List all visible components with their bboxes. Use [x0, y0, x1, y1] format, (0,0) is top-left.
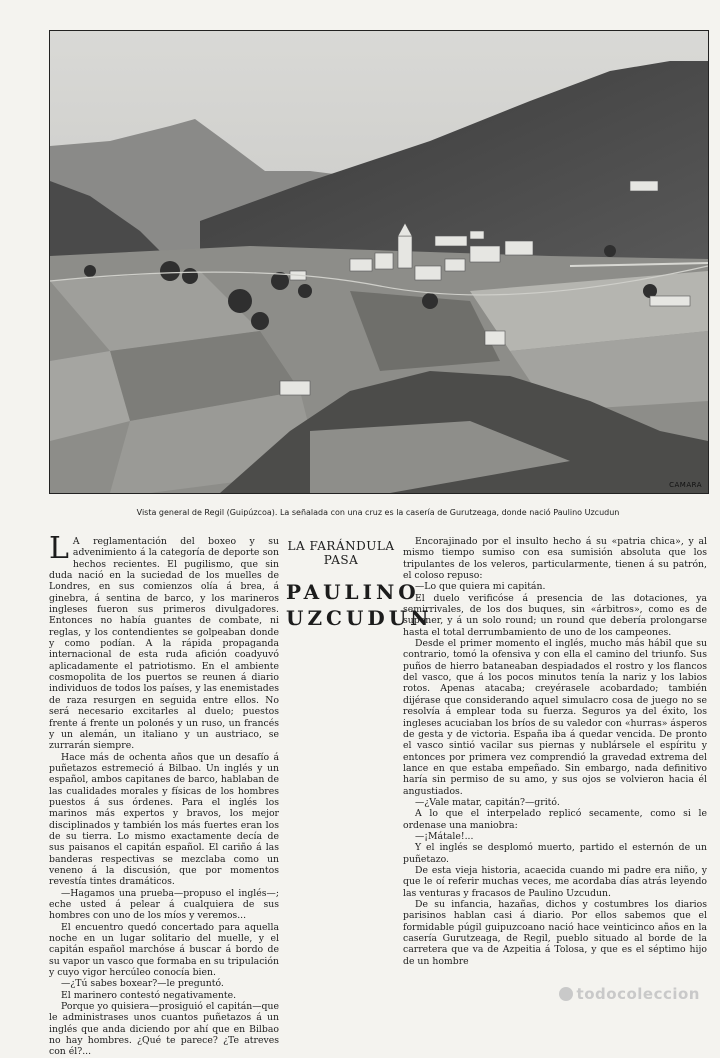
- article-headline: [286, 579, 433, 631]
- paragraph: —¿Tú sabes boxear?—le preguntó.: [61, 978, 224, 990]
- headline-line: PAULINO: [286, 580, 420, 604]
- landscape-photo: [49, 30, 709, 494]
- paragraph: Porque yo quisiera—prosiguió el capitán—que le administrases unos cuantos puñetazos á un inglés que anda diciendo por ahí que en Bilbao no hay hombres. ¿Qué te parece? ¿Te atreves con él?...: [49, 1001, 279, 1058]
- paragraph: El duelo verificóse á presencia de las dotaciones, ya semirrivales, de los dos buques, sin «árbitros», como es de suponer, y á un solo round; un round que debería prolongarse hasta el total derrumbamiento de uno de los campeones.: [403, 592, 707, 638]
- village-landscape-image: [50, 31, 708, 493]
- paragraph: —Lo que quiera mi capitán.: [415, 581, 546, 593]
- article-title-block: [286, 536, 433, 631]
- paragraph: Desde el primer momento el inglés, mucho más hábil que su contrario, tomó la ofensiva y con ella el camino del triunfo. Sus puños de hierro bataneaban despiadados el rostro y los flancos del vasco, que á los pocos minutos tenía la nariz y los labios rotos. Apenas atacaba; creyérasele acobardado; también dijérase que considerando aquel simulacro cosa de juego no se resolvía á emplear toda su fuerza. Seguros ya del éxito, los ingleses acuciaban los bríos de su valedor con «hurras» ásperos de gesta y de victoria. España iba á quedar vencida. De pronto el vasco sintió vacilar sus piernas y nublársele el espíritu y entonces por primera vez comprendió la gravedad extrema del lance en que estaba empeñado. Sin embargo, nada definitivo haría sin permiso de su amo, y sus ojos se volvieron hacia él angustiados.: [403, 638, 707, 797]
- paragraph: Encorajinado por el insulto hecho á su «patria chica», y al mismo tiempo sumiso con esa sumisión absoluta que los tripulantes de los veleros, particularmente, tienen á su patrón, el coloso repuso:: [403, 536, 707, 582]
- paragraph: El encuentro quedó concertado para aquella noche en un lugar solitario del muelle, y el capitán español marchóse á buscar á bordo de su vapor un vasco que formaba en su tripulación y cuyo vigor hercúleo conocía bien.: [49, 921, 279, 979]
- paragraph: Y el inglés se desplomó muerto, partido el esternón de un puñetazo.: [403, 842, 707, 865]
- paragraph: A lo que el interpelado replicó secamente, como si le ordenase una maniobra:: [403, 808, 707, 831]
- watermark-logo-icon: [559, 987, 573, 1001]
- paragraph: —¿Vale matar, capitán?—gritó.: [415, 796, 560, 808]
- watermark: todocoleccion: [559, 985, 700, 1003]
- photo-caption: Vista general de Regil (Guipúzcoa). La señalada con una cruz es la casería de Gurutzeaga, donde nació Paulino Uzcudun: [136, 508, 620, 517]
- photo-credit: CAMARA: [669, 481, 702, 489]
- paragraph: De su infancia, hazañas, dichos y costumbres los diarios parisinos hablan casi á diario. Por ellos sabemos que el formidable púgil guipuzcoano nació hace veinticinco años en la casería Gurutzeaga, de Regil, pueblo situado al borde de la carretera que va de Azpeitia á Tolosa, y que es el séptimo hijo de un hombre: [403, 899, 707, 967]
- article-left-column: [49, 531, 279, 1058]
- paragraph: Hace más de ochenta años que un desafío á puñetazos estremeció á Bilbao. Un inglés y un español, ambos capitanes de barco, hablaban de las cualidades morales y físicas de los hombres puestos á sus órdenes. Para el inglés los marinos más expertos y bravos, los mejor disciplinados y también los más fuertes eran los de su tierra. Lo mismo exactamente decía de sus paisanos el capitán español. El cariño á las banderas respectivas se mezclaba como un veneno á la discusión, que por momentos revestía tintes dramáticos.: [49, 751, 279, 888]
- paragraph: —Hagamos una prueba—propuso el inglés—; eche usted á pelear á cualquiera de sus hombres con uno de los míos y veremos...: [49, 887, 279, 922]
- headline-line: UZCUDUN: [286, 606, 433, 630]
- paragraph: —¡Mátale!...: [415, 830, 474, 842]
- paragraph: De esta vieja historia, acaecida cuando mi padre era niño, y que le oí referir muchas veces, me acordaba días atrás leyendo las venturas y fracasos de Paulino Uzcudun.: [403, 864, 707, 899]
- drop-cap: L: [49, 531, 69, 566]
- paragraph: L A reglamentación del boxeo y su advenimiento á la categoría de deporte son hechos recientes. El pugilismo, que sin duda nació en la suciedad de los muelles de Londres, en sus comienzos olía á brea, á ginebra, á sentina de barco, y los marineros ingleses fueron sus primeros divulgadores. Entonces no había guantes de combate, ni reglas, y los contendientes se golpeaban donde y como podían. A la rápida propaganda internacional de esta ruda afición coadyuvó aplicadamente el patriotismo. En el ambiente cosmopolita de los puertos se reunen á diario individuos de todos los países, y las enemistades de raza resurgen en seguida entre ellos. No será necesario excitarles al duelo; puestos frente á frente un polonés y un ruso, un francés y un alemán, un italiano y un austriaco, se zurrarán siempre.: [49, 531, 279, 752]
- article-right-column: [403, 536, 707, 967]
- section-kicker: LA FARÁNDULA PASA: [287, 539, 395, 567]
- paragraph: El marinero contestó negativamente.: [61, 989, 237, 1001]
